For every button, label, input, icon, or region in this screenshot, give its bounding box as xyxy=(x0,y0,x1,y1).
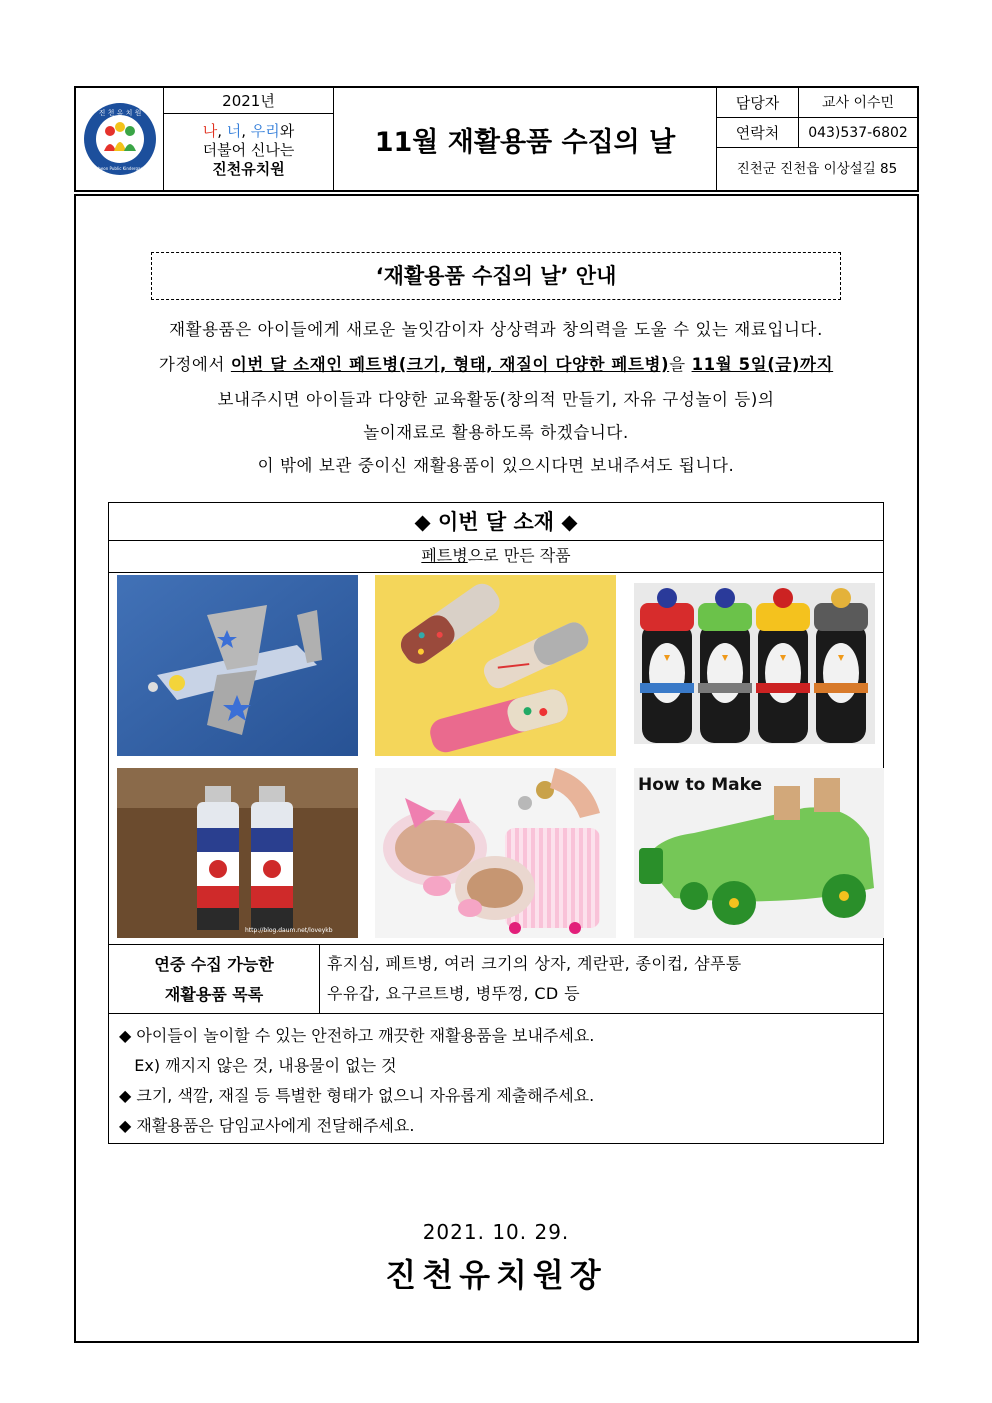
motto-line3: 진천유치원 xyxy=(212,160,285,178)
manager-label: 담당자 xyxy=(717,88,799,118)
notice-line4: 놀이재료로 활용하도록 하겠습니다. xyxy=(363,423,629,442)
photo-airplane xyxy=(117,575,358,756)
notice-line1: 재활용품은 아이들에게 새로운 놀잇감이자 상상력과 창의력을 도울 수 있는 재료입니다. xyxy=(169,320,823,339)
motto-neo: 너 xyxy=(226,122,242,140)
highlight-deadline: 11월 5일(금)까지 xyxy=(691,355,834,374)
signature: 진천유치원장 xyxy=(385,1256,607,1294)
guideline-item: ◆ 재활용품은 담임교사에게 전달해주세요. xyxy=(119,1116,415,1135)
contact-value: 043)537-6802 xyxy=(799,118,917,148)
motto-line1: 나, 너, 우리와 xyxy=(202,122,295,140)
logo-subtext: Jincheon Public Kindergarten xyxy=(90,166,149,171)
photo-piggy-banks xyxy=(375,768,616,938)
collection-list-row xyxy=(109,944,883,1014)
notice-line2: 가정에서 이번 달 소재인 페트병(크기, 형태, 재질이 다양한 페트병)을 11월 5일(금)까지 xyxy=(158,355,834,374)
kindergarten-logo xyxy=(82,101,158,177)
notice-line3: 보내주시면 아이들과 다양한 교육활동(창의적 만들기, 자유 구성놀이 등)의 xyxy=(217,390,775,409)
guideline-item: ◆ 크기, 색깔, 재질 등 특별한 형태가 없으니 자유롭게 제출해주세요. xyxy=(119,1086,595,1105)
photo-penguins xyxy=(634,583,875,744)
photo-watermark: http://blog.daum.net/loveykb xyxy=(245,927,333,934)
motto xyxy=(164,114,334,190)
photo-car xyxy=(634,768,884,938)
material-subtitle: 페트병으로 만든 작품 xyxy=(109,541,883,573)
logo-text: 진 천 유 치 원 xyxy=(98,109,141,117)
guideline-item: ◆ 아이들이 놀이할 수 있는 안전하고 깨끗한 재활용품을 보내주세요. xyxy=(119,1026,595,1045)
motto-uri: 우리 xyxy=(250,122,280,140)
photo-pencil-cases xyxy=(375,575,616,756)
guidelines xyxy=(119,1021,879,1141)
logo-cell xyxy=(76,88,164,190)
address: 진천군 진천읍 이상설길 85 xyxy=(736,161,898,177)
notice-line5: 이 밖에 보관 중이신 재활용품이 있으시다면 보내주셔도 됩니다. xyxy=(257,456,735,475)
guideline-example: Ex) 깨지지 않은 것, 내용물이 없는 것 xyxy=(119,1056,397,1075)
highlight-material: 이번 달 소재인 페트병(크기, 형태, 재질이 다양한 페트병) xyxy=(230,355,670,374)
year: 2021년 xyxy=(164,88,334,114)
manager-value: 교사 이수민 xyxy=(799,88,917,118)
contact-label: 연락처 xyxy=(717,118,799,148)
photo-caption: How to Make xyxy=(638,775,763,795)
photo-flag-bottles xyxy=(117,768,358,938)
notice-title: ‘재활용품 수집의 날’ 안내 xyxy=(151,252,841,300)
material-title: ◆ 이번 달 소재 ◆ xyxy=(109,503,883,541)
collection-list-label: 연중 수집 가능한 재활용품 목록 xyxy=(109,945,320,1013)
collection-list-value: 휴지심, 페트병, 여러 크기의 상자, 계란판, 종이컵, 샴푸통 우유갑, 요구르트병, 병뚜껑, CD 등 xyxy=(327,954,742,1003)
material-box xyxy=(108,502,884,1144)
page-title: 11월 재활용품 수집의 날 xyxy=(334,88,717,190)
motto-line2: 더불어 신나는 xyxy=(202,141,295,159)
issue-date: 2021. 10. 29. xyxy=(422,1220,570,1244)
motto-na: 나 xyxy=(202,122,218,140)
header-table xyxy=(74,86,919,192)
